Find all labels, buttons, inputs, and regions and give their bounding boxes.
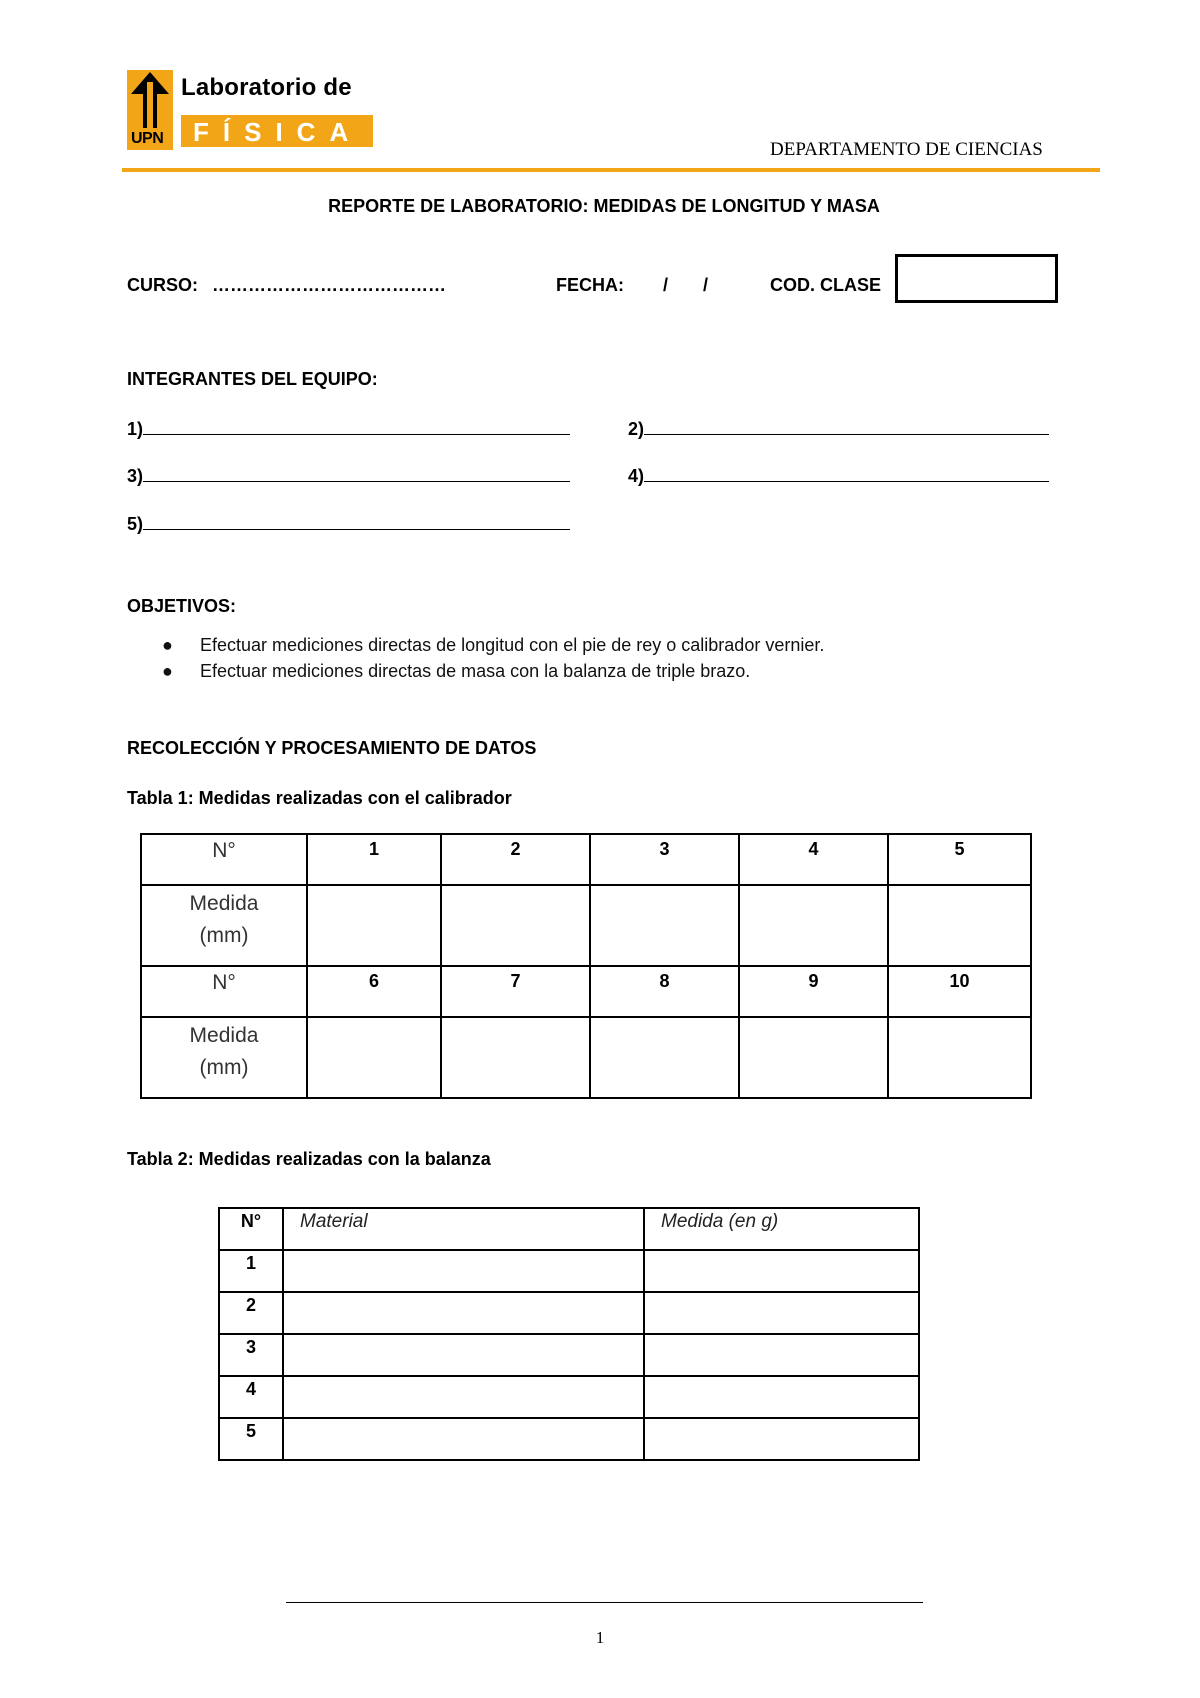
measure-label-cell	[141, 1017, 307, 1098]
measure-input-cell[interactable]	[307, 1017, 441, 1098]
member-blank[interactable]	[644, 463, 1049, 482]
fecha-separator: /	[663, 275, 669, 295]
measure-label-cell	[141, 885, 307, 966]
cod-clase-label: COD. CLASE	[770, 275, 882, 295]
fecha-separator: /	[703, 275, 709, 295]
table-cell: 1	[307, 834, 441, 885]
material-header-cell: Material	[283, 1208, 644, 1250]
balance-table	[218, 1207, 920, 1461]
measure-input-cell[interactable]	[888, 1017, 1031, 1098]
table-cell: 9	[739, 966, 888, 1017]
measure-input-cell[interactable]	[644, 1418, 919, 1460]
measure-input-cell[interactable]	[888, 885, 1031, 966]
row-number: 2	[219, 1292, 283, 1334]
member-number: 4)	[628, 466, 645, 486]
objectives-heading: OBJETIVOS:	[127, 596, 237, 616]
member-line-3[interactable]	[127, 463, 570, 487]
member-line-5[interactable]	[127, 511, 570, 535]
measure-input-cell[interactable]	[644, 1334, 919, 1376]
row-number: 4	[219, 1376, 283, 1418]
material-input-cell[interactable]	[283, 1250, 644, 1292]
table-cell: 3	[590, 834, 739, 885]
member-blank[interactable]	[143, 416, 570, 435]
table-cell: 4	[739, 834, 888, 885]
footer-rule	[286, 1602, 923, 1603]
measure-label: Medida	[189, 1024, 259, 1047]
report-title: REPORTE DE LABORATORIO: MEDIDAS DE LONGITUD Y MASA	[328, 196, 880, 216]
table-row	[219, 1208, 919, 1250]
measure-input-cell[interactable]	[441, 1017, 590, 1098]
logo-subtitle: FÍSICA	[193, 117, 363, 147]
table2-caption: Tabla 2: Medidas realizadas con la balanza	[127, 1149, 491, 1169]
measure-unit: (mm)	[199, 924, 249, 947]
logo-upn-text: UPN	[131, 130, 164, 147]
table-row	[141, 1017, 1031, 1098]
measure-unit: (mm)	[199, 1056, 249, 1079]
table-row	[219, 1292, 919, 1334]
measure-input-cell[interactable]	[441, 885, 590, 966]
material-input-cell[interactable]	[283, 1418, 644, 1460]
curso-label: CURSO:	[127, 275, 198, 295]
data-section-heading: RECOLECCIÓN Y PROCESAMIENTO DE DATOS	[127, 738, 537, 758]
row-number: 1	[219, 1250, 283, 1292]
measure-input-cell[interactable]	[739, 885, 888, 966]
team-heading: INTEGRANTES DEL EQUIPO:	[127, 369, 378, 389]
member-number: 3)	[127, 466, 144, 486]
material-input-cell[interactable]	[283, 1334, 644, 1376]
n-header-cell: N°	[141, 834, 307, 885]
member-blank[interactable]	[644, 416, 1049, 435]
list-item	[158, 632, 824, 658]
table-row	[219, 1418, 919, 1460]
table-row	[141, 966, 1031, 1017]
measure-input-cell[interactable]	[644, 1376, 919, 1418]
table-cell: 5	[888, 834, 1031, 885]
material-input-cell[interactable]	[283, 1376, 644, 1418]
material-input-cell[interactable]	[283, 1292, 644, 1334]
member-number: 2)	[628, 419, 645, 439]
member-line-2[interactable]	[628, 416, 1049, 440]
measure-input-cell[interactable]	[307, 885, 441, 966]
bullet-icon: ●	[162, 661, 173, 681]
table-row	[219, 1334, 919, 1376]
table-row	[219, 1376, 919, 1418]
row-number: 5	[219, 1418, 283, 1460]
header-rule	[122, 168, 1100, 172]
member-blank[interactable]	[143, 463, 570, 482]
member-number: 1)	[127, 419, 144, 439]
department-label: DEPARTAMENTO DE CIENCIAS	[770, 139, 1043, 160]
fecha-label: FECHA:	[556, 275, 624, 295]
page-number: 1	[595, 1628, 605, 1647]
measure-input-cell[interactable]	[739, 1017, 888, 1098]
logo-title: Laboratorio de	[181, 74, 352, 101]
lab-logo	[127, 70, 373, 150]
bullet-icon: ●	[162, 635, 173, 655]
table-cell: 8	[590, 966, 739, 1017]
member-blank[interactable]	[143, 511, 570, 530]
objective-text: Efectuar mediciones directas de longitud con el pie de rey o calibrador vernier.	[200, 635, 825, 655]
measure-input-cell[interactable]	[644, 1250, 919, 1292]
cod-clase-box[interactable]	[895, 254, 1058, 303]
table-cell: 2	[441, 834, 590, 885]
table-cell: 10	[888, 966, 1031, 1017]
table-row	[219, 1250, 919, 1292]
table1-caption: Tabla 1: Medidas realizadas con el calibrador	[127, 788, 512, 808]
measure-header-cell: Medida (en g)	[644, 1208, 919, 1250]
table-row	[141, 834, 1031, 885]
table-row	[141, 885, 1031, 966]
objective-text: Efectuar mediciones directas de masa con la balanza de triple brazo.	[200, 661, 751, 681]
member-number: 5)	[127, 514, 144, 534]
n-header-cell: N°	[141, 966, 307, 1017]
row-number: 3	[219, 1334, 283, 1376]
n-header-cell: N°	[219, 1208, 283, 1250]
curso-field[interactable]: …………………………………	[212, 275, 446, 295]
measure-input-cell[interactable]	[590, 885, 739, 966]
upn-arrow-logo-icon	[127, 70, 173, 150]
table-cell: 7	[441, 966, 590, 1017]
table-cell: 6	[307, 966, 441, 1017]
member-line-4[interactable]	[628, 463, 1049, 487]
measure-input-cell[interactable]	[644, 1292, 919, 1334]
member-line-1[interactable]	[127, 416, 570, 440]
measure-input-cell[interactable]	[590, 1017, 739, 1098]
objectives-list	[158, 632, 824, 684]
caliper-table	[140, 833, 1032, 1099]
list-item	[158, 658, 824, 684]
measure-label: Medida	[189, 892, 259, 915]
